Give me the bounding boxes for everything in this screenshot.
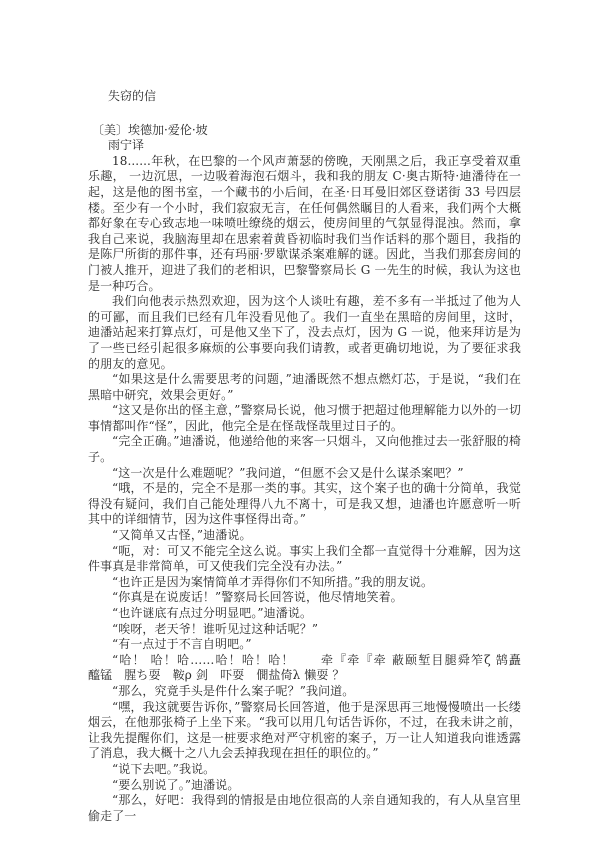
paragraph: 18......年秋，在巴黎的一个风声萧瑟的傍晚，天刚黑之后，我正享受着双重乐趣， 一边沉思，一边吸着海泡石烟斗，我和我的朋友 C·奥古斯特·迪潘待在一起，这是他的图书室，一个藏书的小后间，在圣·日耳曼旧郊区登诺街 33 号四层楼。至少有一个小时，我们寂寂无言，在任何偶然瞩目的人看来，我们两个大概都好象在专心致志地一味喷吐缭绕的烟云，使房间里的气氛显得混浊。然而，拿我自己来说，我脑海里却在思索着黄昏初临时我们当作话料的那个题目，我指的是陈尸所街的那件事，还有玛丽·罗歇谋杀案难解的谜。因此，当我们那套房间的门被人推开，迎进了我们的老相识，巴黎警察局长 G 一先生的时候，我认为这也是一种巧合。 (88, 153, 521, 293)
paragraph: “说下去吧。”我说。 (112, 761, 216, 776)
document-title: 失窃的信 (108, 89, 157, 103)
document-page (88, 89, 546, 824)
author-line: 〔美〕埃德加·爱伦·坡 (92, 122, 208, 137)
paragraph: “那么，究竟手头是件什么案子呢？”我问道。 (112, 683, 355, 698)
paragraph: 我们向他表示热烈欢迎，因为这个人谈吐有趣，差不多有一半抵过了他为人的可鄙，而且我们已经有几年没看见他了。我们一直坐在黑暗的房间里，这时，迪潘站起来打算点灯，可是他又坐下了，没去点灯，因为 G 一说，他来拜访是为了一些已经引起很多麻烦的公事要向我们请教，或者更确切地说，为了要征求我的朋友的意见。 (88, 294, 521, 371)
paragraph: “又简单又古怪，”迪潘说。 (112, 528, 252, 543)
body-text (88, 153, 546, 825)
paragraph: “唉呀，老天爷！谁听见过这种话呢？” (112, 621, 319, 636)
paragraph: “也许正是因为案情简单才弄得你们不知所措。”我的朋友说。 (112, 574, 434, 589)
paragraph: “完全正确。”迪潘说，他递给他的来客一只烟斗，又向他推过去一张舒服的椅子。 (88, 434, 521, 465)
paragraph: “你真是在说废话！”警察局长回答说，他尽情地笑着。 (112, 590, 403, 605)
paragraph: “这又是你出的怪主意，”警察局长说，他习惯于把超过他理解能力以外的一切事情都叫作“怪”，因此，他完全是在怪哉怪哉里过日子的。 (88, 403, 521, 433)
paragraph: “哦，不是的，完全不是那一类的事。其实，这个案子也的确十分简单，我觉得没有疑问，我们自己能处理得八九不离十，可是我又想，迪潘也许愿意听一听其中的详细情节，因为这件事怪得出奇。” (88, 481, 521, 527)
paragraph: “哈！ 哈！哈……哈！哈！哈！ 牵『牵『牵 蔽颐堑目腿舜笮ζ 鹄矗 醯锰 腥ち耍 鞍ρ 剑 吓耍 僩盐倚λ 懒耍 ？ (88, 652, 546, 683)
paragraph: “嘿，我这就要告诉你，”警察局长回答道，他于是深思再三地慢慢喷出一长缕烟云，在他那张椅子上坐下来。“我可以用几句话告诉你，不过，在我未讲之前，让我先提醒你们，这是一桩要求绝对严守机密的案子，万一让人知道我向谁透露了消息，我大概十之八九会丢掉我现在担任的职位的。” (88, 699, 521, 761)
paragraph: “呃，对：可又不能完全这么说。事实上我们全都一直觉得十分难解，因为这件事真是非常简单，可又使我们完全没有办法。” (88, 543, 521, 574)
paragraph: “要么别说了。”迪潘说。 (112, 777, 240, 792)
paragraph: “如果这是什么需要思考的问题，”迪潘既然不想点燃灯芯，于是说，“我们在黑暗中研究，效果会更好。” (88, 372, 521, 402)
translator-line: 雨宁译 (108, 138, 145, 153)
paragraph: “这一次是什么难题呢？”我问道，“但愿不会又是什么谋杀案吧？” (112, 465, 464, 480)
paragraph: “有一点过于不言自明吧。” (112, 637, 252, 652)
paragraph: “那么，好吧：我得到的情报是由地位很高的人亲自通知我的，有人从皇宫里偷走了一 (88, 793, 521, 823)
paragraph: “也许谜底有点过分明显吧。”迪潘说。 (112, 606, 313, 620)
